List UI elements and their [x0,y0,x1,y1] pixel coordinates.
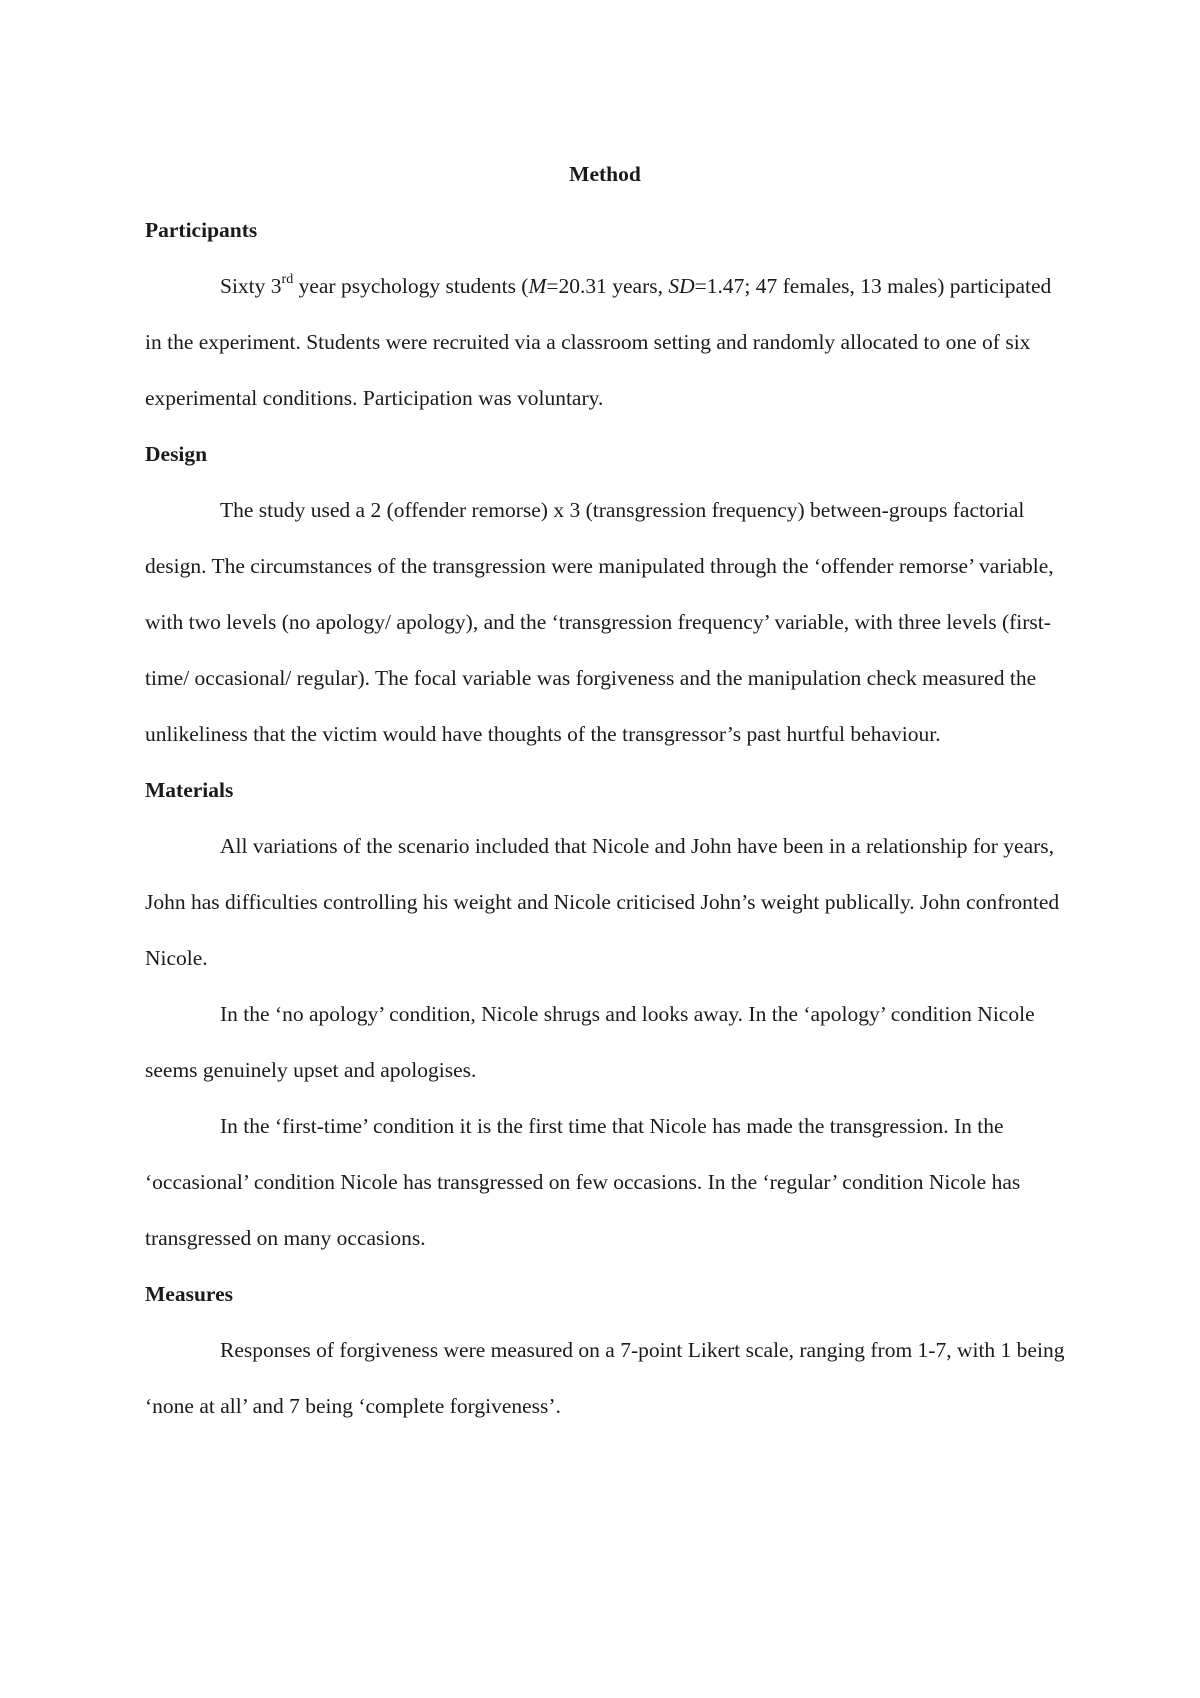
heading-design: Design [145,442,208,466]
materials-paragraph-2: In the ‘no apology’ condition, Nicole shrugs and looks away. In the ‘apology’ condition Nicole seems genuinely upset and apologises. [145,1002,1035,1082]
measures-paragraph: Responses of forgiveness were measured on a 7-point Likert scale, ranging from 1-7, with 1 being ‘none at all’ and 7 being ‘complete forgiveness’. [145,1338,1065,1418]
participants-text-b: year psychology students ( [293,274,529,298]
heading-participants: Participants [145,218,258,242]
design-paragraph: The study used a 2 (offender remorse) x 3 (transgression frequency) between-groups factorial design. The circumstances of the transgression were manipulated through the ‘offender remorse’ variable, with two levels (no apology/ apology), and the ‘transgression frequency’ variable, with three levels (first-time/ occasional/ regular). The focal variable was forgiveness and the manipulation check measured the unlikeliness that the victim would have thoughts of the transgressor’s past hurtful behaviour. [145,498,1054,746]
participants-text-d: =1.47; 47 females, 13 males) participated in the experiment. Students were recruited via a classroom setting and randomly allocated to one of six experimental conditions. Participation was voluntary. [145,274,1052,410]
heading-materials: Materials [145,778,234,802]
participants-text-c: =20.31 years, [546,274,669,298]
materials-paragraph-1: All variations of the scenario included that Nicole and John have been in a relationship for years, John has difficulties controlling his weight and Nicole criticised John’s weight publically. John confronted Nicole. [145,834,1060,970]
sd-label: SD [668,274,695,298]
document-body [145,146,1065,1434]
ordinal-suffix: rd [281,271,294,287]
heading-measures: Measures [145,1282,233,1306]
participants-paragraph [145,258,1065,426]
materials-paragraph-3: In the ‘first-time’ condition it is the first time that Nicole has made the transgression. In the ‘occasional’ condition Nicole has transgressed on few occasions. In the ‘regular’ condition Nicole has transgressed on many occasions. [145,1114,1021,1250]
mean-label: M [528,274,547,298]
section-title: Method [569,162,641,186]
participants-text-a: Sixty 3 [220,274,282,298]
